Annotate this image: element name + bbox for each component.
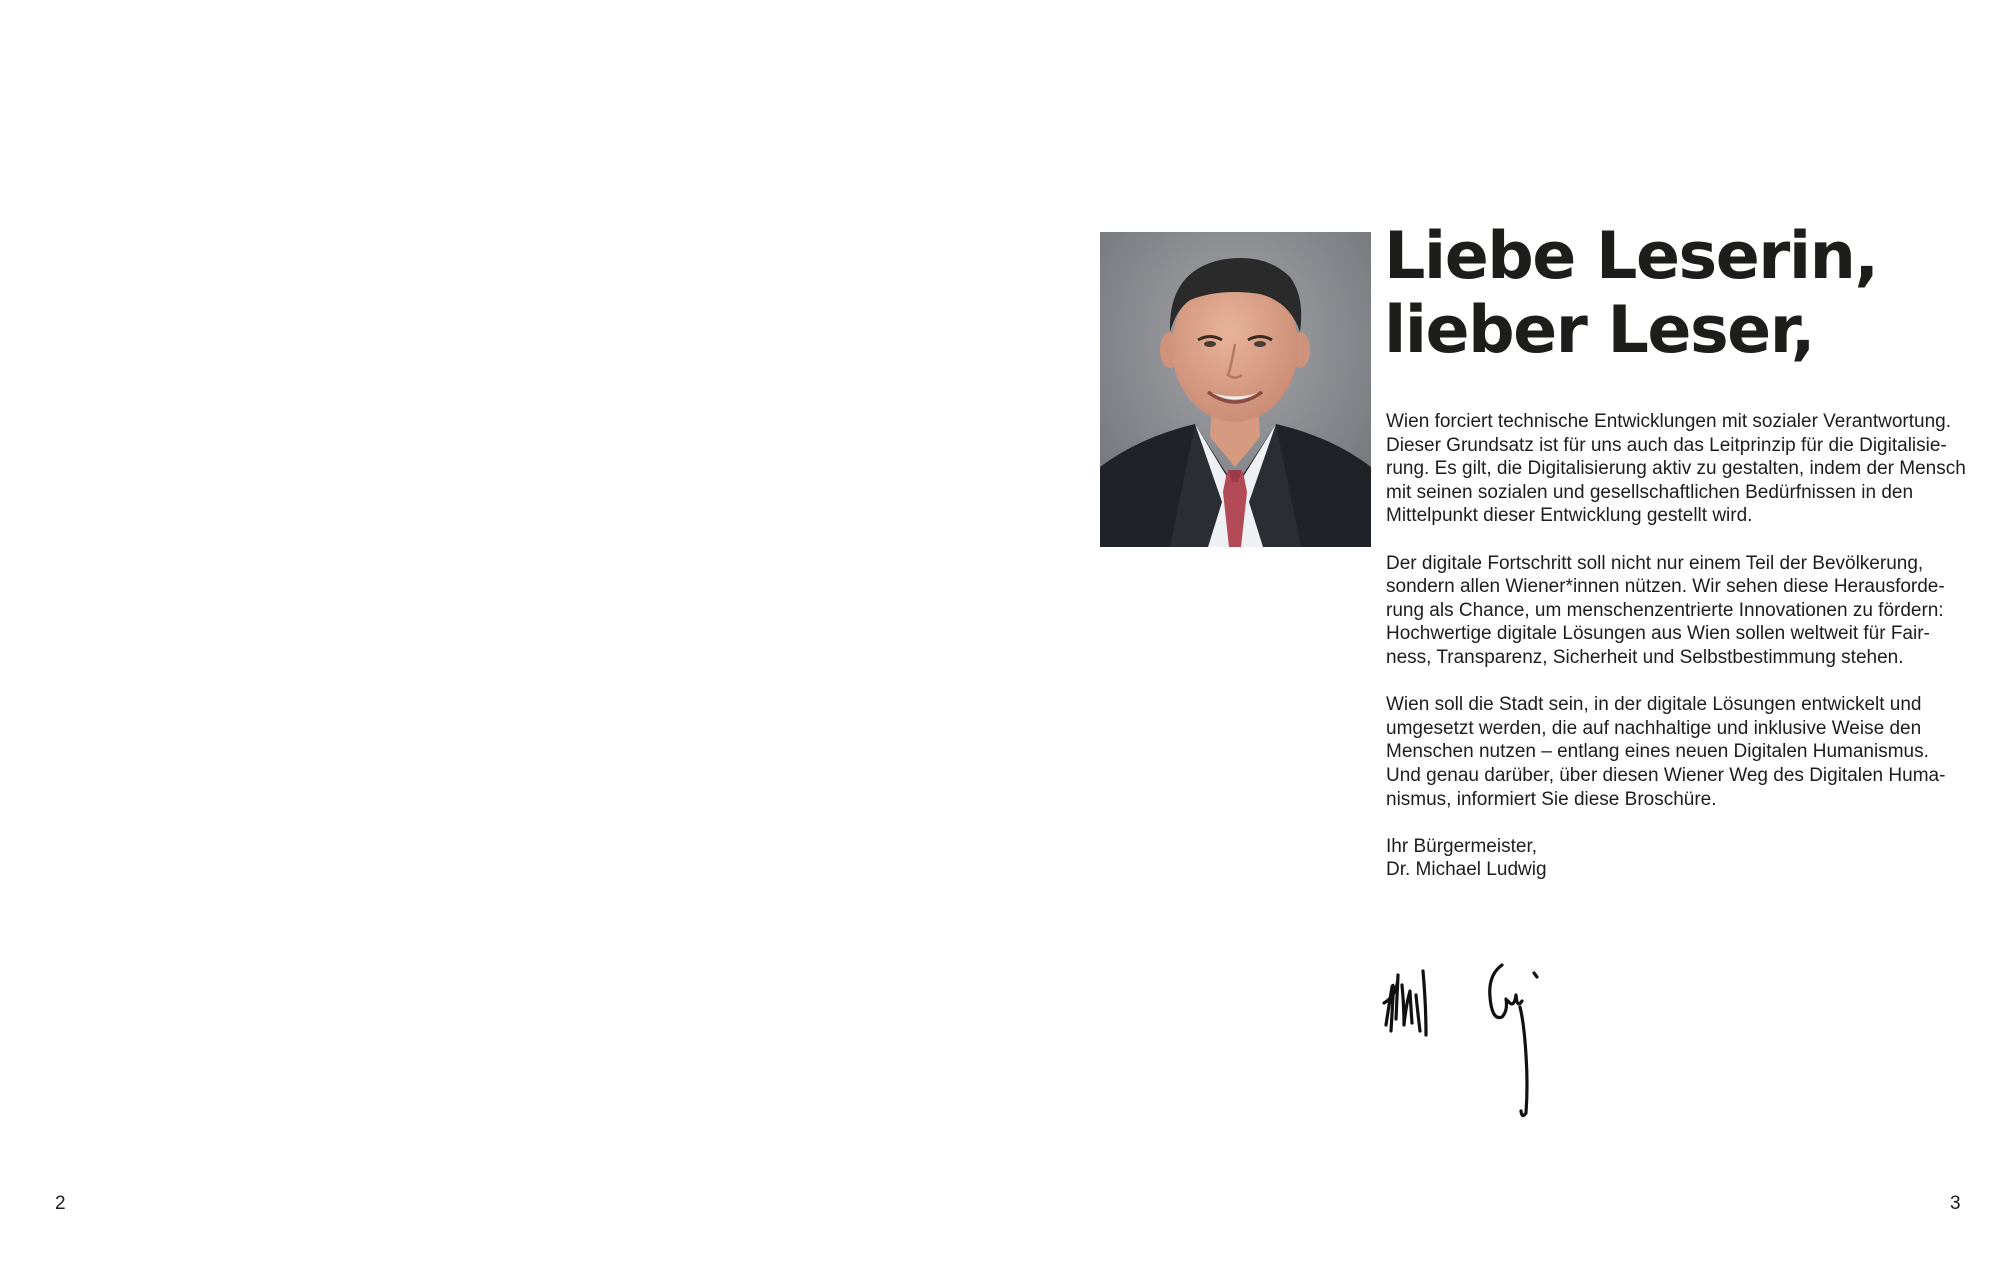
closing-role: Ihr Bürgermeister, bbox=[1386, 835, 1537, 857]
signature-image bbox=[1380, 935, 1580, 1125]
paragraph-3 bbox=[1386, 693, 1986, 811]
text-line: Dieser Grundsatz ist für uns auch das Leitprinzip für die Digitalisie- bbox=[1386, 434, 1947, 456]
text-line: nismus, informiert Sie diese Broschüre. bbox=[1386, 788, 1717, 810]
text-line: Hochwertige digitale Lösungen aus Wien sollen weltweit für Fair- bbox=[1386, 623, 1930, 645]
text-line: rung. Es gilt, die Digitalisierung aktiv zu gestalten, indem der Mensch bbox=[1386, 458, 1966, 480]
closing-name: Dr. Michael Ludwig bbox=[1386, 859, 1547, 881]
text-line: mit seinen sozialen und gesellschaftlichen Bedürfnissen in den bbox=[1386, 481, 1914, 503]
title-line-1: Liebe Leserin, bbox=[1384, 219, 1878, 294]
paragraph-1 bbox=[1386, 410, 1986, 528]
paragraph-2 bbox=[1386, 552, 1986, 670]
text-line: Der digitale Fortschritt soll nicht nur einem Teil der Bevölkerung, bbox=[1386, 552, 1924, 574]
text-line: Und genau darüber, über diesen Wiener Weg des Digitalen Huma- bbox=[1386, 764, 1946, 786]
letter-body bbox=[1386, 410, 1986, 882]
text-line: rung als Chance, um menschenzentrierte Innovationen zu fördern: bbox=[1386, 599, 1944, 621]
text-line: sondern allen Wiener*innen nützen. Wir sehen diese Herausforde- bbox=[1386, 576, 1945, 598]
text-line: ness, Transparenz, Sicherheit und Selbstbestimmung stehen. bbox=[1386, 646, 1904, 668]
portrait-photo bbox=[1100, 232, 1371, 547]
text-line: umgesetzt werden, die auf nachhaltige und inklusive Weise den bbox=[1386, 717, 1922, 739]
text-line: Wien soll die Stadt sein, in der digitale Lösungen entwickelt und bbox=[1386, 694, 1922, 716]
page-number-left: 2 bbox=[55, 1193, 66, 1214]
closing bbox=[1386, 835, 1986, 882]
text-line: Mittelpunkt dieser Entwicklung gestellt wird. bbox=[1386, 505, 1753, 527]
text-line: Wien forciert technische Entwicklungen mit sozialer Verantwortung. bbox=[1386, 411, 1951, 432]
page-title bbox=[1384, 220, 1984, 368]
title-line-2: lieber Leser, bbox=[1384, 293, 1814, 368]
page-number-right: 3 bbox=[1950, 1193, 1961, 1214]
text-line: Menschen nutzen – entlang eines neuen Digitalen Humanismus. bbox=[1386, 741, 1929, 763]
